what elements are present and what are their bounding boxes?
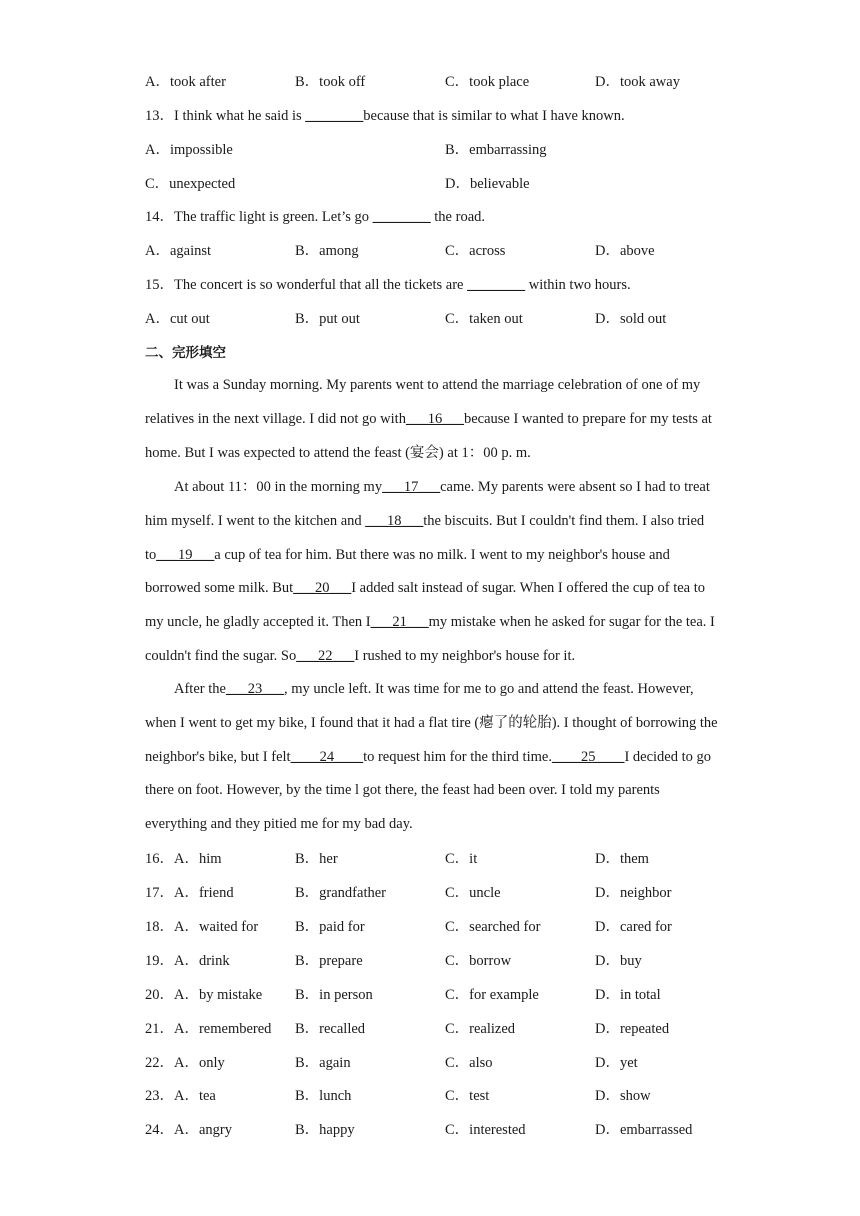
q18-option-c: C．searched for	[445, 919, 541, 935]
q16-option-a: 16．A．him	[145, 851, 222, 867]
q14-text-before: 14．The traffic light is green. Let’s go	[145, 209, 373, 225]
passage-text: my mistake when he asked for sugar for the tea. I couldn't find the sugar. So	[145, 614, 715, 664]
blank-24: ____24____	[290, 748, 364, 765]
q16-option-c: C．it	[445, 851, 478, 867]
passage-text: , my uncle left. It was time for me to go and attend the feast. However, when I went to get my bike, I found that it had a flat tire (瘪了的轮胎). I thought of borrowing the neighbor's bike, but I felt	[145, 681, 718, 765]
q13-option-d: D．believable	[445, 176, 530, 192]
q15-blank: ________	[467, 277, 526, 293]
q15-text-after: within two hours.	[525, 277, 631, 293]
q17-option-a: 17．A．friend	[145, 885, 234, 901]
q19-option-c: C．borrow	[445, 953, 512, 969]
q23-option-a: 23．A．tea	[145, 1088, 216, 1104]
q15-option-a: A．cut out	[145, 311, 210, 327]
q18-option-b: B．paid for	[295, 919, 365, 935]
q23-option-c: C．test	[445, 1088, 490, 1104]
q12-option-d: D．took away	[595, 74, 680, 90]
q24-option-a: 24．A．angry	[145, 1122, 232, 1138]
q12-option-c: C．took place	[445, 74, 530, 90]
blank-17: ___17___	[382, 479, 441, 495]
q13-option-a: A．impossible	[145, 142, 233, 158]
q17-option-d: D．neighbor	[595, 885, 672, 901]
q17-options	[145, 883, 745, 903]
q23-option-d: D．show	[595, 1088, 651, 1104]
blank-25: ____25____	[551, 748, 625, 765]
q21-option-b: B．recalled	[295, 1021, 366, 1037]
q20-option-d: D．in total	[595, 987, 661, 1003]
q14-stem	[145, 207, 485, 227]
q14-option-d: D．above	[595, 243, 655, 259]
q20-option-b: B．in person	[295, 987, 373, 1003]
q12-options	[145, 72, 745, 92]
blank-22: ___22___	[296, 647, 355, 664]
q21-option-c: C．realized	[445, 1021, 516, 1037]
q18-option-d: D．cared for	[595, 919, 672, 935]
passage-text: I decided to go there on foot. However, by the time l got there, the feast had been over. I told my parents everything and they pitied me for my bad day.	[145, 748, 712, 833]
q15-text-before: 15．The concert is so wonderful that all the tickets are	[145, 277, 468, 293]
q14-blank: ________	[372, 209, 431, 225]
q22-option-c: C．also	[445, 1055, 493, 1071]
passage-text: After the	[174, 681, 226, 697]
q24-options	[145, 1120, 745, 1140]
q19-option-a: 19．A．drink	[145, 953, 230, 969]
q20-option-c: C．for example	[445, 987, 539, 1003]
q15-options	[145, 309, 745, 329]
passage-text: to request him for the third time.	[363, 748, 552, 765]
q12-option-a: A．took after	[145, 74, 226, 90]
q18-options	[145, 917, 745, 937]
q15-option-d: D．sold out	[595, 311, 667, 327]
q23-option-b: B．lunch	[295, 1088, 352, 1104]
q13-text-after: because that is similar to what I have known.	[363, 108, 625, 124]
q22-option-a: 22．A．only	[145, 1055, 225, 1071]
q19-options	[145, 951, 745, 971]
blank-19: ___19___	[156, 546, 215, 563]
passage-text: a cup of tea for him. But there was no milk. I went to my neighbor's house and borrowed some milk. But	[145, 546, 670, 597]
q14-option-c: C．across	[445, 243, 506, 259]
q21-options	[145, 1019, 745, 1039]
blank-23: ___23___	[225, 681, 284, 697]
q13-option-c: C．unexpected	[145, 176, 236, 192]
q17-option-c: C．uncle	[445, 885, 501, 901]
q16-option-b: B．her	[295, 851, 338, 867]
q13-options-row2	[145, 174, 745, 194]
q18-option-a: 18．A．waited for	[145, 919, 259, 935]
q13-blank: ________	[305, 108, 364, 124]
q15-option-c: C．taken out	[445, 311, 523, 327]
passage-paragraph-3	[145, 673, 725, 842]
blank-21: ___21___	[370, 614, 429, 631]
q13-stem	[145, 106, 625, 126]
q13-text-before: 13．I think what he said is	[145, 108, 306, 124]
q24-option-c: C．interested	[445, 1122, 526, 1138]
passage-paragraph-1	[145, 369, 725, 470]
q22-options	[145, 1053, 745, 1073]
passage-text: the biscuits. But I couldn't find them. I also tried to	[145, 512, 705, 563]
q14-text-after: the road.	[430, 209, 486, 225]
q17-option-b: B．grandfather	[295, 885, 386, 901]
blank-18: ___18___	[365, 512, 424, 529]
q12-option-b: B．took off	[295, 74, 366, 90]
section-title-cloze: 二、完形填空	[145, 345, 226, 361]
q23-options	[145, 1086, 745, 1106]
q21-option-a: 21．A．remembered	[145, 1021, 272, 1037]
q22-option-d: D．yet	[595, 1055, 638, 1071]
passage-text: It was a Sunday morning. My parents went to attend the marriage celebration of one of my relatives in the next village. I did not go with	[145, 377, 701, 427]
q14-option-b: B．among	[295, 243, 359, 259]
q22-option-b: B．again	[295, 1055, 351, 1071]
q19-option-b: B．prepare	[295, 953, 363, 969]
passage-paragraph-2	[145, 471, 725, 674]
passage-text: I added salt instead of sugar. When I offered the cup of tea to my uncle, he gladly accepted it. Then I	[145, 580, 706, 631]
q14-option-a: A．against	[145, 243, 212, 259]
q24-option-d: D．embarrassed	[595, 1122, 693, 1138]
blank-16: ___16___	[405, 410, 464, 427]
q13-option-b: B．embarrassing	[445, 142, 547, 158]
q20-option-a: 20．A．by mistake	[145, 987, 263, 1003]
q14-options	[145, 241, 745, 261]
q19-option-d: D．buy	[595, 953, 642, 969]
q16-option-d: D．them	[595, 851, 649, 867]
passage-text: came. My parents were absent so I had to treat him myself. I went to the kitchen and	[145, 479, 710, 529]
passage-text: because I wanted to prepare for my tests at home. But I was expected to attend the feast (宴会) at 1：00 p. m.	[145, 410, 712, 461]
q20-options	[145, 985, 745, 1005]
blank-20: ___20___	[293, 580, 352, 597]
q24-option-b: B．happy	[295, 1122, 355, 1138]
q13-options-row1	[145, 140, 745, 160]
passage-text: I rushed to my neighbor's house for it.	[354, 647, 576, 664]
passage-text: At about 11：00 in the morning my	[174, 479, 383, 495]
q21-option-d: D．repeated	[595, 1021, 670, 1037]
q15-option-b: B．put out	[295, 311, 360, 327]
q16-options	[145, 849, 745, 869]
q15-stem	[145, 275, 631, 295]
